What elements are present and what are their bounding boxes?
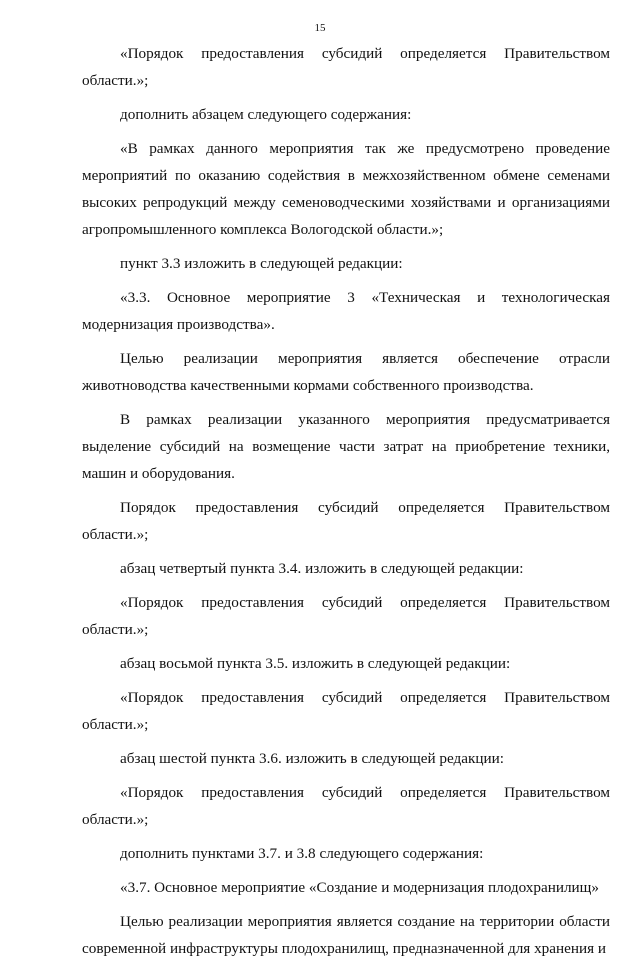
paragraph: дополнить абзацем следующего содержания: [120,106,412,123]
paragraph: дополнить пунктами 3.7. и 3.8 следующего содержания: [120,845,484,862]
paragraph: «В рамках данного мероприятия так же предусмотрено проведение мероприятий по оказанию содействия в межхозяйственном обмене семенами высоких репродукций между семеноводческими хозяйствами и организациями агропромышленного комплекса Вологодской области.»; [82,140,610,238]
paragraph: Целью реализации мероприятия является обеспечение отрасли животноводства качественными кормами собственного производства. [82,350,610,394]
paragraph: Порядок предоставления субсидий определяется Правительством области.»; [82,499,610,543]
document-body [82,40,610,969]
paragraph: абзац восьмой пункта 3.5. изложить в следующей редакции: [120,655,511,672]
page-number: 15 [314,22,326,34]
paragraph: абзац четвертый пункта 3.4. изложить в следующей редакции: [120,560,524,577]
paragraph: «Порядок предоставления субсидий определяется Правительством области.»; [82,689,610,733]
paragraph: В рамках реализации указанного мероприятия предусматривается выделение субсидий на возмещение части затрат на приобретение техники, машин и оборудования. [82,411,610,482]
paragraph: абзац шестой пункта 3.6. изложить в следующей редакции: [120,750,504,767]
paragraph: «Порядок предоставления субсидий определяется Правительством области.»; [82,594,610,638]
paragraph: «3.7. Основное мероприятие «Создание и модернизация плодохранилищ» [120,879,599,896]
paragraph: «Порядок предоставления субсидий определяется Правительством области.»; [82,784,610,828]
paragraph: пункт 3.3 изложить в следующей редакции: [120,255,403,272]
paragraph: «Порядок предоставления субсидий определяется Правительством области.»; [82,45,610,89]
paragraph: Целью реализации мероприятия является создание на территории области современной инфраструктуры плодохранилищ, предназначенной для хранения и [82,913,610,957]
paragraph: «3.3. Основное мероприятие 3 «Техническая и технологическая модернизация производства». [82,289,610,333]
